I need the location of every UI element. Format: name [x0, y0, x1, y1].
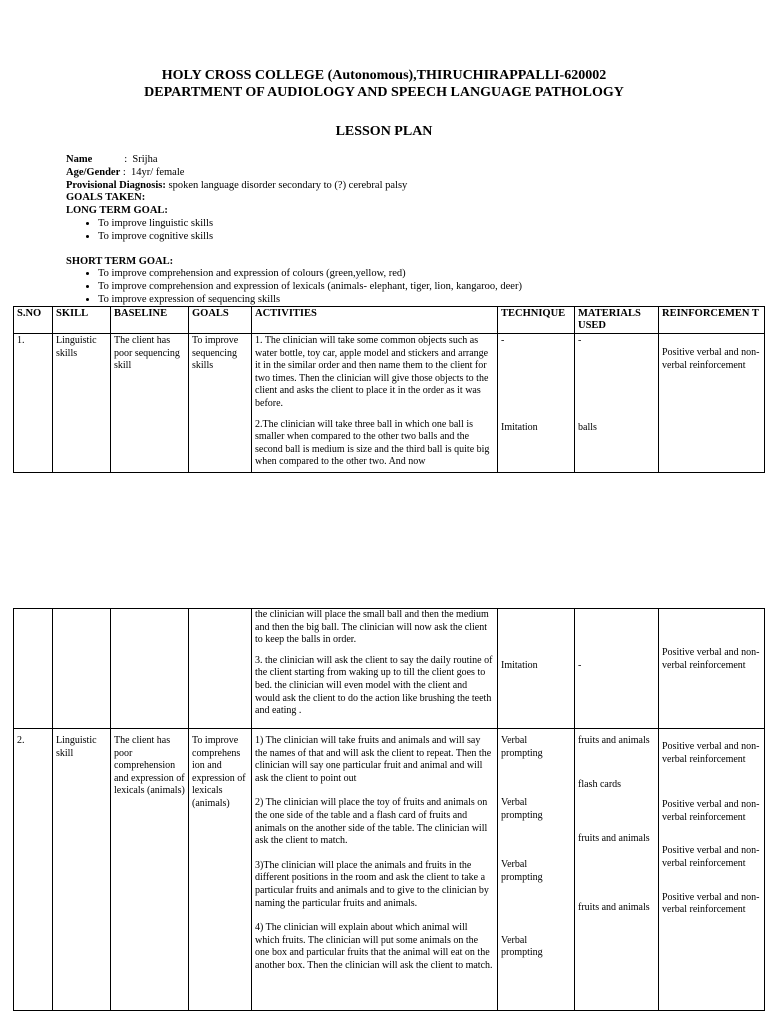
lesson-plan-table-continued: [13, 608, 765, 1011]
cell-reinforcement: [659, 334, 765, 473]
cell-technique: [498, 609, 575, 729]
header-baseline: BASELINE: [111, 307, 189, 334]
materials-text: fruits and animals: [578, 735, 650, 746]
materials-text: -: [578, 660, 582, 671]
technique-text: Verbal prompting: [501, 934, 543, 959]
cell-materials: [575, 729, 659, 1011]
client-info: [66, 154, 522, 307]
header-materials: MATERIALS USED: [575, 307, 659, 334]
diagnosis-line: [66, 180, 522, 193]
table-row: [14, 729, 765, 1011]
cell-sno: [14, 609, 53, 729]
short-term-goal-heading: SHORT TERM GOAL:: [66, 255, 174, 267]
age-label: Age/Gender: [66, 166, 121, 178]
table-row: [14, 609, 765, 729]
cell-skill: Linguistic skills: [53, 334, 111, 473]
technique-text: Verbal prompting: [501, 797, 543, 821]
header-reinforcement: REINFORCEMEN T: [659, 307, 765, 334]
long-term-goal-list: [66, 218, 522, 244]
technique-text: Imitation: [501, 660, 538, 671]
list-item: • To improve expression of sequencing skills: [98, 294, 522, 307]
short-term-goal-list: [66, 268, 522, 306]
cell-activities: [252, 334, 498, 473]
cell-activities: [252, 729, 498, 1011]
materials-text: -: [578, 335, 582, 346]
long-term-goal-heading: LONG TERM GOAL:: [66, 205, 168, 217]
reinforcement-text: Positive verbal and non-verbal reinforcement: [662, 741, 760, 765]
list-item: • To improve comprehension and expression of lexicals (animals- elephant, tiger, lion, kangaroo, deer): [98, 281, 522, 294]
age-line: Age/Gender : 14yr/ female: [66, 166, 185, 178]
activity-text: 3. the clinician will ask the client to say the daily routine of the client starting from waking up to till the client goes to bed. the clinician will even model with the client and would ask the client to do the action like brushing the teeth and eating .: [255, 654, 493, 717]
technique-text: Verbal prompting: [501, 735, 543, 759]
cell-sno: 2.: [14, 729, 53, 1011]
cell-skill: Linguistic skill: [53, 729, 111, 1011]
cell-sno: 1.: [14, 334, 53, 473]
materials-text: balls: [578, 421, 597, 433]
activity-text: 2.The clinician will take three ball in which one ball is smaller when compared to the other two balls and the second ball is medium is size and the third ball is quite big when compared to the other two. And now: [255, 418, 490, 468]
cell-goals: To improve comprehens ion and expression of lexicals (animals): [189, 729, 252, 1011]
header-goals: GOALS: [189, 307, 252, 334]
technique-text: Imitation: [501, 421, 538, 433]
header-skill: SKILL: [53, 307, 111, 334]
header-activities: ACTIVITIES: [252, 307, 498, 334]
cell-technique: [498, 729, 575, 1011]
cell-activities: [252, 609, 498, 729]
activity-text: 4) The clinician will explain about which animal will which fruits. The clinician will put some animals on the one box and particular fruits that the animal will eat on the another box. Then the clinician will ask the client to match.: [255, 922, 493, 971]
cell-goals: [189, 609, 252, 729]
header-technique: TECHNIQUE: [498, 307, 575, 334]
name-value: Srijha: [132, 154, 158, 165]
cell-reinforcement: [659, 729, 765, 1011]
age-value: 14yr/ female: [131, 166, 185, 178]
technique-text: -: [501, 335, 505, 346]
materials-text: fruits and animals: [578, 833, 650, 845]
reinforcement-text: Positive verbal and non-verbal reinforcement: [662, 647, 760, 671]
activity-text: 2) The clinician will place the toy of fruits and animals on the one side of the table and a flash card of fruits and animals on the another side of the table. The clinician will ask the client to match.: [255, 797, 488, 847]
activity-text: 3)The clinician will place the animals and fruits in the different positions in the room and ask the client to take a particular fruits and animals and to give to the clinician by naming the particular fruits and animals.: [255, 859, 489, 909]
department-name: DEPARTMENT OF AUDIOLOGY AND SPEECH LANGUAGE PATHOLOGY: [144, 85, 624, 100]
cell-baseline: [111, 609, 189, 729]
activity-text: 1. The clinician will take some common objects such as water bottle, toy car, apple model and stickers and arrange it in the similar order and then name them to the client for two times. Then the clinician will give those objects to the client and asks the client to place it in the order as it was before.: [255, 335, 489, 409]
table-header-row: [14, 307, 765, 334]
document-title: LESSON PLAN: [335, 124, 433, 139]
cell-materials: [575, 334, 659, 473]
cell-technique: [498, 334, 575, 473]
list-item: • To improve comprehension and expression of colours (green,yellow, red): [98, 268, 522, 281]
cell-skill: [53, 609, 111, 729]
reinforcement-text: Positive verbal and non-verbal reinforcement: [662, 799, 760, 823]
college-name: HOLY CROSS COLLEGE (Autonomous),THIRUCHIRAPPALLI-620002: [161, 68, 607, 83]
technique-text: Verbal prompting: [501, 859, 543, 883]
activity-text: 1) The clinician will take fruits and animals and will say the names of that and will ask the client to repeat. Then the clinician will say one particular fruit and animal and will ask the client to point out: [255, 735, 492, 784]
name-line: Name : Srijha: [66, 154, 158, 165]
cell-baseline: The client has poor comprehension and expression of lexicals (animals): [111, 729, 189, 1011]
materials-text: fruits and animals: [578, 901, 650, 913]
diagnosis-value: spoken language disorder secondary to (?) cerebral palsy: [168, 179, 408, 191]
cell-reinforcement: [659, 609, 765, 729]
list-item: • To improve linguistic skills: [98, 218, 522, 231]
cell-goals: To improve sequencing skills: [189, 334, 252, 473]
cell-baseline: The client has poor sequencing skill: [111, 334, 189, 473]
reinforcement-text: Positive verbal and non-verbal reinforcement: [662, 891, 760, 916]
diagnosis-label: Provisional Diagnosis:: [66, 179, 166, 191]
materials-text: flash cards: [578, 778, 622, 790]
list-item: • To improve cognitive skills: [98, 231, 522, 244]
table-row: [14, 334, 765, 473]
goals-taken-heading: GOALS TAKEN:: [66, 192, 146, 204]
reinforcement-text: Positive verbal and non-verbal reinforcement: [662, 845, 760, 869]
name-label: Name: [66, 154, 93, 165]
reinforcement-text: Positive verbal and non-verbal reinforcement: [662, 347, 760, 371]
lesson-plan-table: [13, 306, 765, 473]
cell-materials: [575, 609, 659, 729]
header-sno: S.NO: [14, 307, 53, 334]
activity-text: the clinician will place the small ball and then the medium and then the big ball. The clinician will now ask the client to keep the balls in order.: [255, 609, 489, 646]
